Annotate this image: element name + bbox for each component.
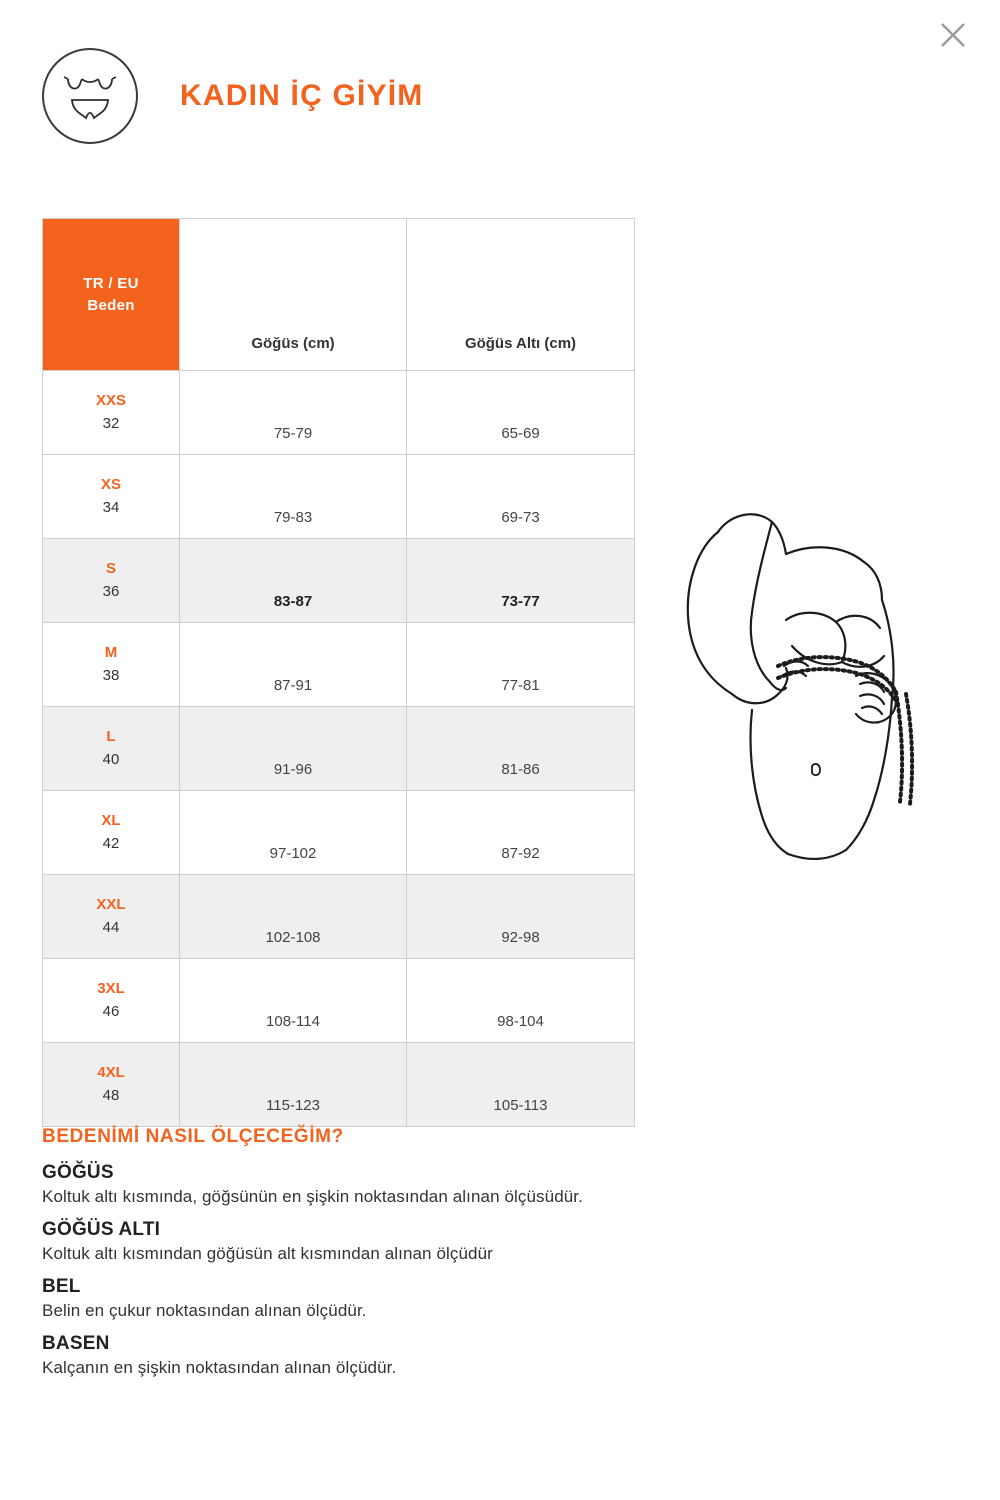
- size-label: XS: [100, 476, 121, 493]
- size-label: XXS: [95, 392, 126, 409]
- cell-bust: 102-108: [180, 875, 407, 959]
- table-header-row: [43, 219, 635, 371]
- how-to-measure-title: BEDENİMİ NASIL ÖLÇECEĞİM?: [42, 1126, 344, 1147]
- cell-underbust: 87-92: [407, 791, 635, 875]
- column-header-size-line1: TR / EU: [83, 274, 139, 292]
- cell-size: [43, 539, 180, 623]
- eu-label: 48: [102, 1086, 120, 1104]
- column-header-size-line2: Beden: [87, 296, 135, 314]
- cell-bust: 97-102: [180, 791, 407, 875]
- cell-underbust: 81-86: [407, 707, 635, 791]
- page-title: KADIN İÇ GİYİM: [180, 79, 424, 112]
- eu-label: 32: [102, 414, 120, 432]
- cell-bust: 75-79: [180, 371, 407, 455]
- cell-underbust: 105-113: [407, 1043, 635, 1127]
- cell-bust: 115-123: [180, 1043, 407, 1127]
- cell-underbust: 65-69: [407, 371, 635, 455]
- table-row: [43, 371, 635, 455]
- close-icon: [938, 20, 968, 50]
- cell-bust: 83-87: [180, 539, 407, 623]
- size-label: 3XL: [97, 980, 125, 997]
- size-label: S: [105, 560, 116, 577]
- eu-label: 38: [102, 666, 120, 684]
- measure-term-waist: BEL: [42, 1276, 81, 1297]
- size-label: M: [104, 644, 118, 661]
- cell-underbust: 92-98: [407, 875, 635, 959]
- table-row: [43, 791, 635, 875]
- table-row: [43, 707, 635, 791]
- cell-size: [43, 1043, 180, 1127]
- lingerie-set-icon: [58, 62, 122, 131]
- cell-bust: 108-114: [180, 959, 407, 1043]
- cell-underbust: 98-104: [407, 959, 635, 1043]
- measure-term-bust: GÖĞÜS: [42, 1162, 114, 1183]
- page-header: [42, 48, 423, 144]
- table-row-selected: [43, 539, 635, 623]
- eu-label: 34: [102, 498, 120, 516]
- size-label: L: [106, 728, 116, 745]
- column-header-size: [43, 219, 180, 371]
- measure-term-underbust: GÖĞÜS ALTI: [42, 1219, 161, 1240]
- column-header-bust: Göğüs (cm): [180, 219, 407, 371]
- measure-desc-waist: Belin en çukur noktasından alınan ölçüdür.: [42, 1301, 367, 1320]
- size-label: XL: [101, 812, 121, 829]
- cell-underbust: 77-81: [407, 623, 635, 707]
- table-row: [43, 1043, 635, 1127]
- cell-bust: 79-83: [180, 455, 407, 539]
- eu-label: 44: [102, 918, 120, 936]
- eu-label: 40: [102, 750, 120, 768]
- eu-label: 42: [102, 834, 120, 852]
- size-label: 4XL: [97, 1064, 125, 1081]
- cell-size: [43, 875, 180, 959]
- table-row: [43, 959, 635, 1043]
- size-label: XXL: [96, 896, 126, 913]
- cell-bust: 91-96: [180, 707, 407, 791]
- cell-size: [43, 791, 180, 875]
- measure-desc-hip: Kalçanın en şişkin noktasından alınan ölçüdür.: [42, 1358, 397, 1377]
- bust-measurement-illustration: [660, 470, 960, 890]
- size-chart-table: [42, 218, 635, 1127]
- category-logo: [42, 48, 138, 144]
- measure-term-hip: BASEN: [42, 1333, 110, 1354]
- eu-label: 46: [102, 1002, 120, 1020]
- cell-size: [43, 455, 180, 539]
- measure-desc-underbust: Koltuk altı kısmından göğüsün alt kısmından alınan ölçüdür: [42, 1244, 493, 1263]
- column-header-underbust: Göğüs Altı (cm): [407, 219, 635, 371]
- cell-size: [43, 623, 180, 707]
- table-row: [43, 455, 635, 539]
- cell-underbust: 69-73: [407, 455, 635, 539]
- cell-size: [43, 707, 180, 791]
- table-row: [43, 623, 635, 707]
- cell-underbust: 73-77: [407, 539, 635, 623]
- table-row: [43, 875, 635, 959]
- cell-bust: 87-91: [180, 623, 407, 707]
- cell-size: [43, 371, 180, 455]
- close-button[interactable]: [932, 14, 974, 56]
- measure-desc-bust: Koltuk altı kısmında, göğsünün en şişkin noktasından alınan ölçüsüdür.: [42, 1187, 583, 1206]
- cell-size: [43, 959, 180, 1043]
- how-to-measure-section: [42, 1126, 942, 1390]
- eu-label: 36: [102, 582, 120, 600]
